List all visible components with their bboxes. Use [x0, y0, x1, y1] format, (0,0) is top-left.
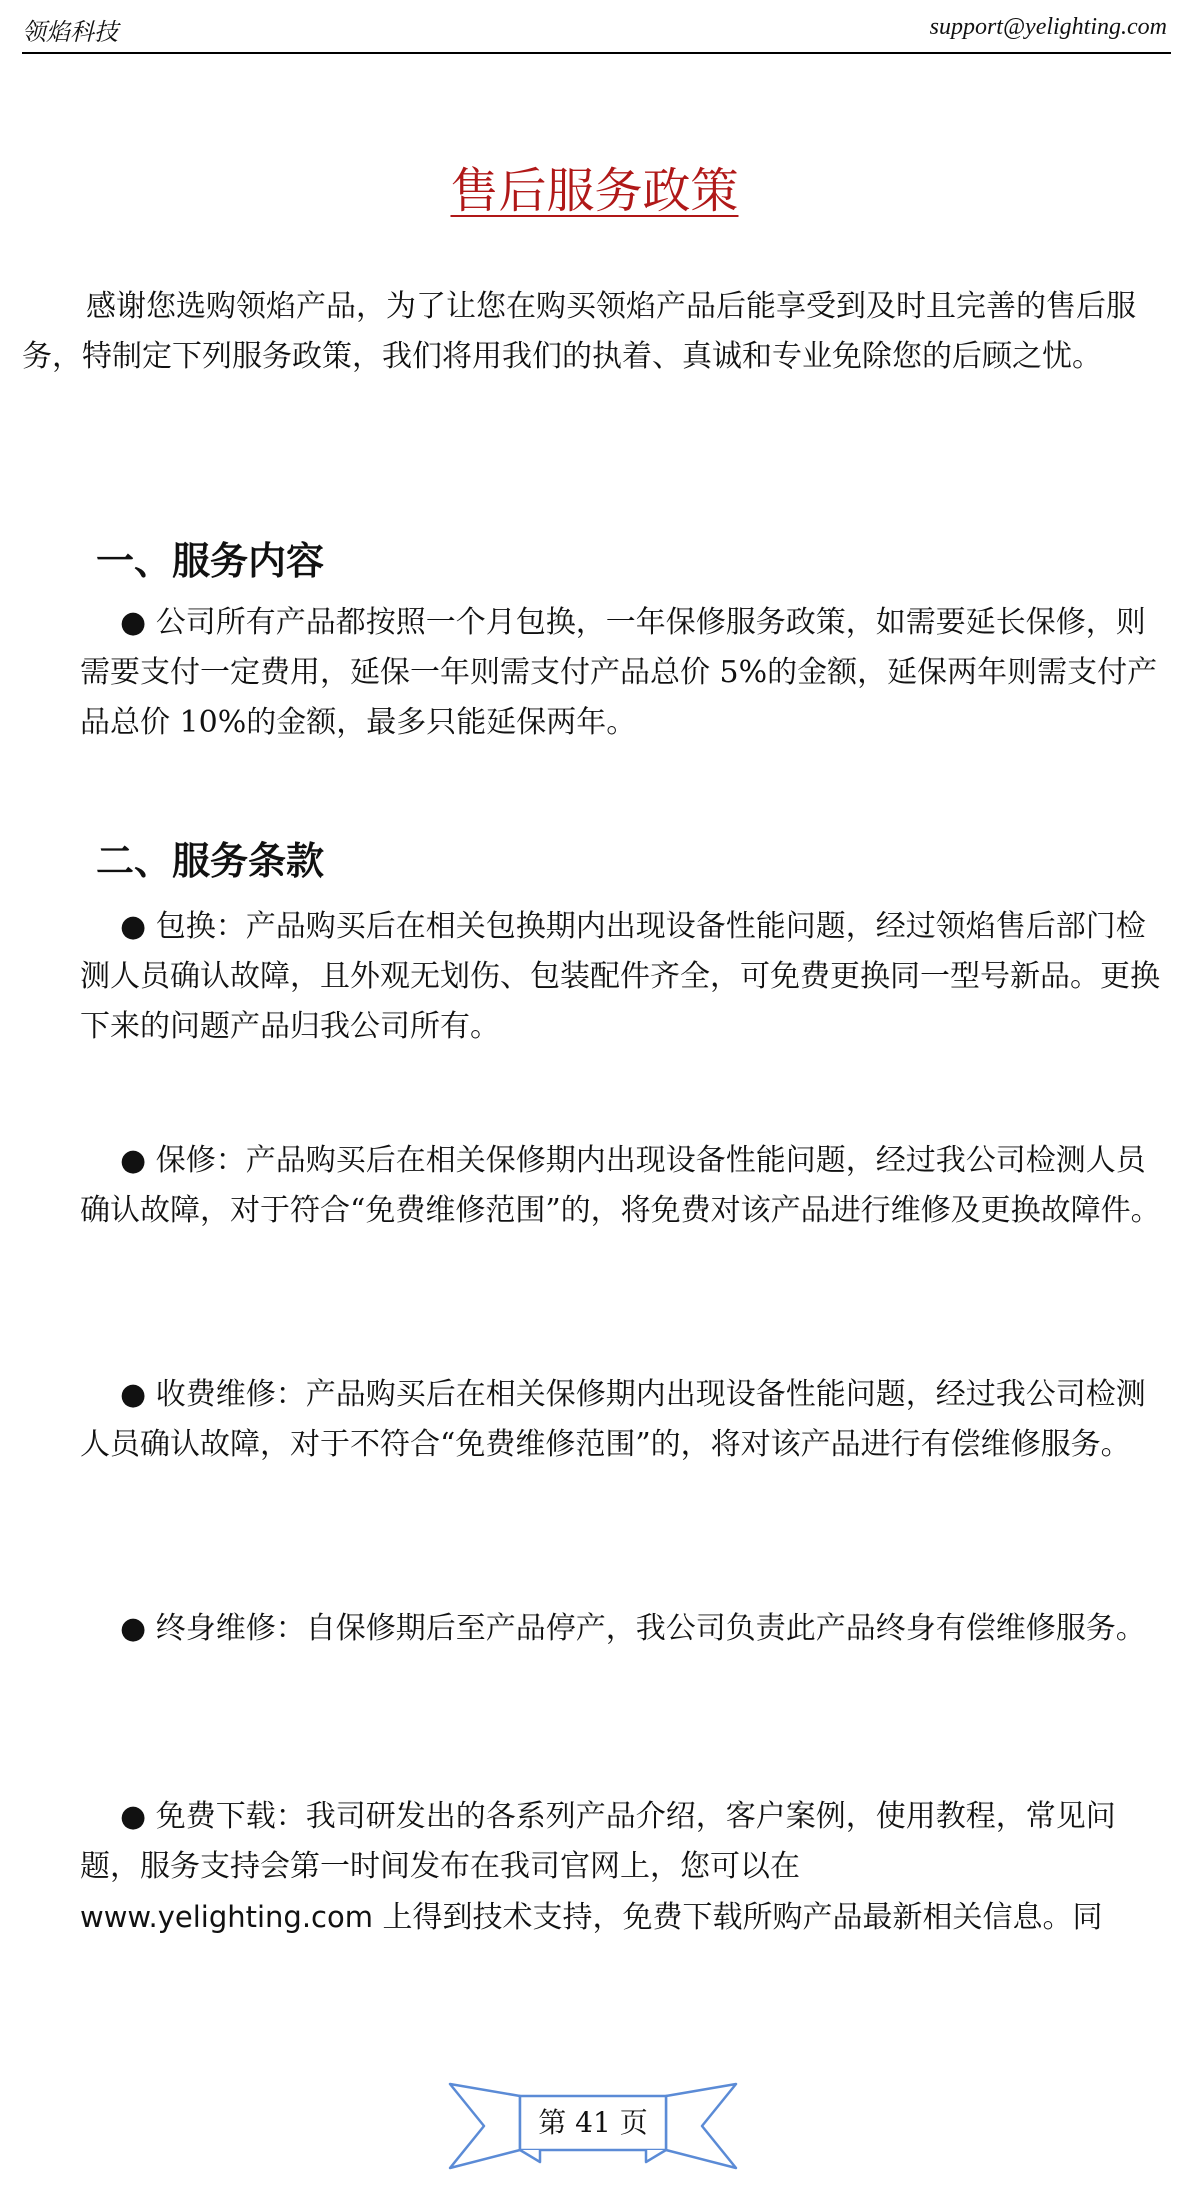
page-number-banner — [448, 2070, 738, 2180]
intro-paragraph: 感谢您选购领焰产品，为了让您在购买领焰产品后能享受到及时且完善的售后服务，特制定下列服务政策，我们将用我们的执着、真诚和专业免除您的后顾之忧。 — [22, 289, 1136, 374]
section-heading-service-terms: 二、服务条款 — [96, 839, 325, 883]
section-heading-service-content: 一、服务内容 — [96, 539, 325, 583]
website-link[interactable]: www.yelighting.com — [80, 1900, 373, 1934]
download-text-before: ● 免费下载：我司研发出的各系列产品介绍，客户案例，使用教程，常见问题，服务支持会第一时间发布在我司官网上，您可以在 — [80, 1799, 1116, 1884]
terms-item-paid-repair: ● 收费维修：产品购买后在相关保修期内出现设备性能问题，经过我公司检测人员确认故障，对于不符合“免费维修范围”的，将对该产品进行有偿维修服务。 — [80, 1377, 1146, 1462]
terms-item-lifetime-repair: ● 终身维修：自保修期后至产品停产，我公司负责此产品终身有偿维修服务。 — [120, 1611, 1146, 1646]
page-number: 第 41 页 — [538, 2106, 648, 2139]
page-title: 售后服务政策 — [450, 163, 739, 219]
download-text-after: 上得到技术支持，免费下载所购产品最新相关信息。同 — [373, 1900, 1103, 1935]
terms-item-free-download — [80, 1792, 1165, 1943]
terms-item-exchange: ● 包换：产品购买后在相关包换期内出现设备性能问题，经过领焰售后部门检测人员确认故障，且外观无划伤、包装配件齐全，可免费更换同一型号新品。更换下来的问题产品归我公司所有。 — [80, 909, 1160, 1044]
header-company: 领焰科技 — [22, 18, 118, 46]
header-email: support@yelighting.com — [929, 14, 1167, 40]
header-divider — [22, 52, 1171, 54]
terms-item-warranty: ● 保修：产品购买后在相关保修期内出现设备性能问题，经过我公司检测人员确认故障，对于符合“免费维修范围”的，将免费对该产品进行维修及更换故障件。 — [80, 1143, 1161, 1228]
service-content-item: ● 公司所有产品都按照一个月包换，一年保修服务政策，如需要延长保修，则需要支付一定费用，延保一年则需支付产品总价 5%的金额，延保两年则需支付产品总价 10%的金额，最多只能延保两年。 — [80, 605, 1158, 740]
